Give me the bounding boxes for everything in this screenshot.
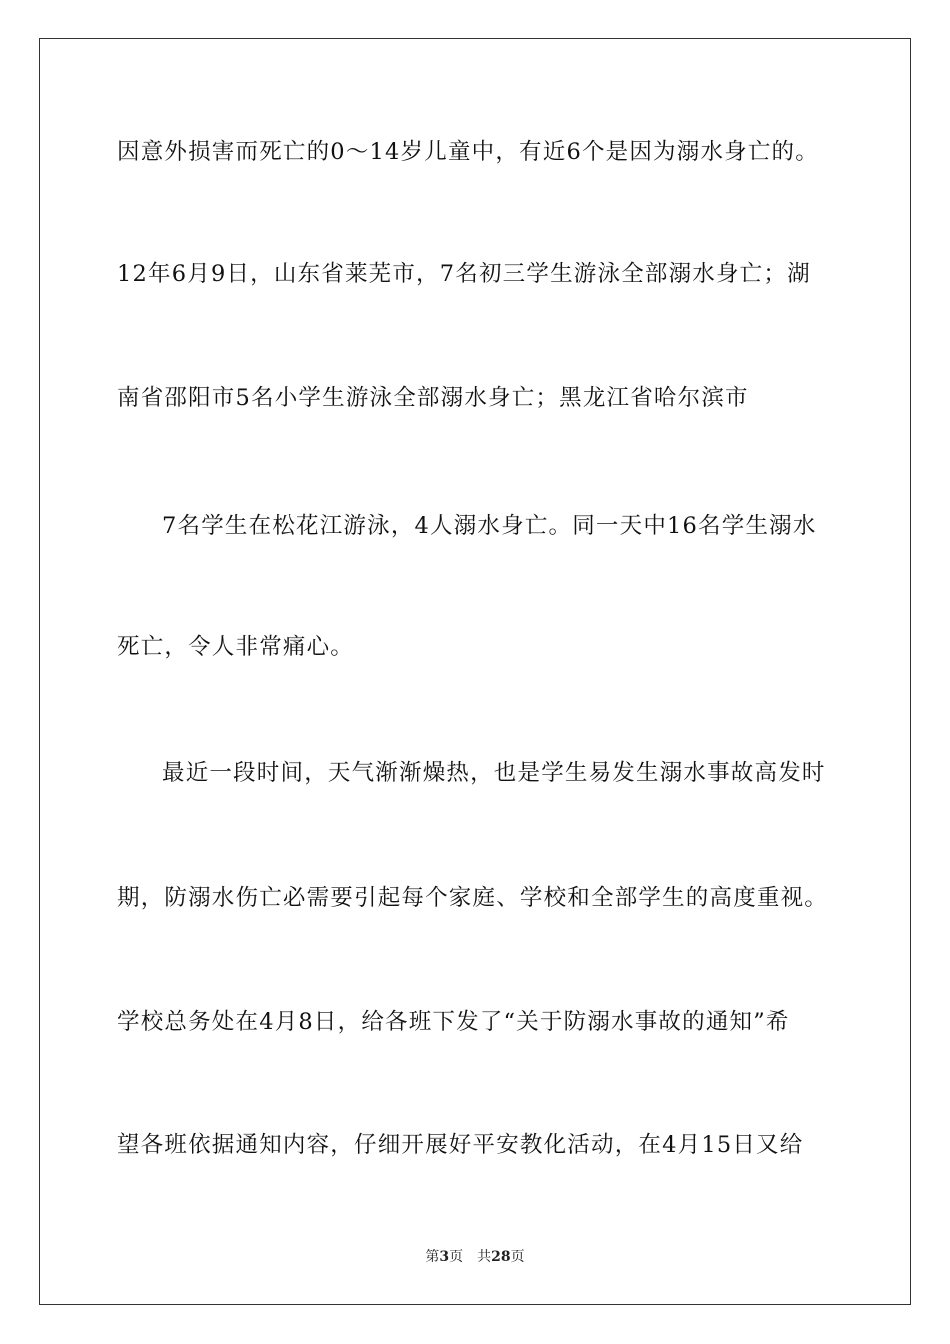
footer-page-suffix: 页 (449, 1249, 464, 1265)
body-line-9: 望各班依据通知内容，仔细开展好平安教化活动，在4月15日又给 (117, 1132, 804, 1158)
body-line-5: 死亡，令人非常痛心。 (117, 634, 355, 660)
body-line-3: 南省邵阳市5名小学生游泳全部溺水身亡；黑龙江省哈尔滨市 (117, 385, 749, 411)
body-line-2: 12年6月9日，山东省莱芜市，7名初三学生游泳全部溺水身亡；湖 (117, 261, 811, 287)
footer-total-suffix: 页 (510, 1249, 525, 1265)
footer-page-number: 3 (439, 1249, 450, 1265)
page-border (39, 38, 911, 1305)
footer-page-prefix: 第 (425, 1249, 440, 1265)
footer-total-pages: 28 (491, 1249, 511, 1265)
page-footer (0, 1246, 950, 1266)
footer-total-prefix: 共 (477, 1249, 492, 1265)
body-line-8: 学校总务处在4月8日，给各班下发了“关于防溺水事故的通知”希 (117, 1009, 790, 1035)
body-line-1: 因意外损害而死亡的0～14岁儿童中，有近6个是因为溺水身亡的。 (117, 139, 819, 165)
body-line-6: 最近一段时间，天气渐渐燥热，也是学生易发生溺水事故高发时 (162, 760, 826, 786)
body-line-4: 7名学生在松花江游泳，4人溺水身亡。同一天中16名学生溺水 (162, 513, 817, 539)
body-line-7: 期，防溺水伤亡必需要引起每个家庭、学校和全部学生的高度重视。 (117, 885, 829, 911)
